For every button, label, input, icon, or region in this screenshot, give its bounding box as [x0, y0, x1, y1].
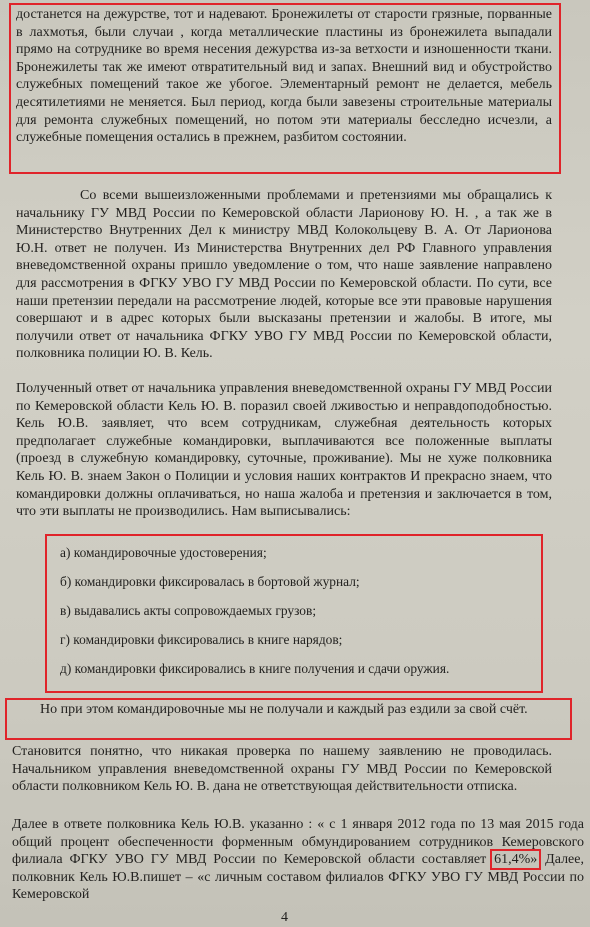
paragraph-text: Полученный ответ от начальника управления вневедомственной охраны ГУ МВД России по Кемеровской области Кель Ю. В. поразил своей лживостью и неправдоподобностью. Кель Ю.В. заявляет, что всем сотрудникам, служебная деятельность которых предполагает служебные командировки, выплачиваются все положенные выплаты (проезд в служебную командировку, суточные, проживание). Мы не хуже полковника Кель Ю. В. знаем Закон о Полиции и условия наших контрактов И прекрасно знаем, что командировки должны оплачиваться, но наша жалоба и претензия и заключается в том, что эти выплаты не производились. Нам выписывались: — [16, 381, 552, 520]
paragraph-own-expense — [16, 701, 556, 719]
highlight-percent: 61,4%» — [494, 852, 538, 868]
issued-documents-list — [60, 544, 536, 678]
paragraph-text: Но при этом командировочные мы не получали и каждый раз ездили за свой счёт. — [40, 702, 528, 717]
paragraph-text-part: Далее в ответе полковника Кель Ю.В. указанно : « с 1 января 2012 года по 13 мая 2015 года общий процент обеспеченности форменным обмундированием сотрудников Кемеровского филиала ФГКУ УВО ГУ МВД России по Кемеровской области составляет — [12, 817, 584, 868]
paragraph-text: достанется на дежурстве, тот и надевают. Бронежилеты от старости грязные, порванные в лахмотья, были случаи , когда металлические пластины из бронежилета выпадали прямо на сотруднике во время несения дежурства из-за ветхости и изношенности ткани. Бронежилеты так же имеют отвратительный вид и запах. Внешний вид и обустройство служебных помещений такое же убогое. Элементарный ремонт не делается, мебель десятилетиями не меняется. Был период, когда были завезены строительные материалы для ремонта служебных помещений, но потом эти материалы бесследно исчезли, а служебные помещения остались в прежнем, разбитом состоянии. — [16, 7, 552, 146]
list-item: в) выдавались акты сопровождаемых грузов; — [60, 603, 317, 618]
paragraph-text — [12, 816, 584, 904]
list-item: б) командировки фиксировалась в бортовой журнал; — [60, 574, 360, 589]
paragraph-no-inspection — [12, 743, 552, 796]
highlight-box-top — [9, 3, 561, 174]
paragraph-uniform-supply — [12, 816, 584, 904]
page-number: 4 — [281, 910, 288, 925]
paragraph-response — [16, 380, 552, 521]
paragraph-text: Со всеми вышеизложенными проблемами и претензиями мы обращались к начальнику ГУ МВД России по Кемеровской области Ларионову Ю. Н. , а так же в Министерство Внутренних Дел к министру МВД Колокольцеву В. А. От Ларионова Ю.Н. ответ не получен. Из Министерства Внутренних дел РФ Главного управления вневедомственной охраны пришло уведомление о том, что наше заявление направлено для рассмотрения в ФГКУ УВО ГУ МВД России по Кемеровской области. По сути, все наши претензии передали на рассмотрение людей, которые все эти правовые нарушения совершают и в адрес которых были высказаны претензии и жалобы. В итоге, мы получили ответ от начальника ФГКУ УВО ГУ МВД России по Кемеровской области, полковника полиции Ю. В. Кель. — [16, 188, 552, 362]
paragraph-text-part: Далее, полковник Кель Ю.В.пишет – «с личным составом филиалов ФГКУ УВО ГУ МВД России по Кемеровской — [12, 852, 584, 903]
list-item: г) командировки фиксировались в книге нарядов; — [60, 632, 343, 647]
paragraph-text: Становится понятно, что никакая проверка по нашему заявлению не проводилась. Начальником управления вневедомственной охраны ГУ МВД России по Кемеровской области полковником Кель Ю. В. дана не ответствующая действительности отписка. — [12, 744, 552, 795]
list-item: а) командировочные удостоверения; — [60, 545, 267, 560]
list-item: д) командировки фиксировались в книге получения и сдачи оружия. — [60, 661, 450, 676]
paragraph-complaints — [16, 187, 552, 363]
